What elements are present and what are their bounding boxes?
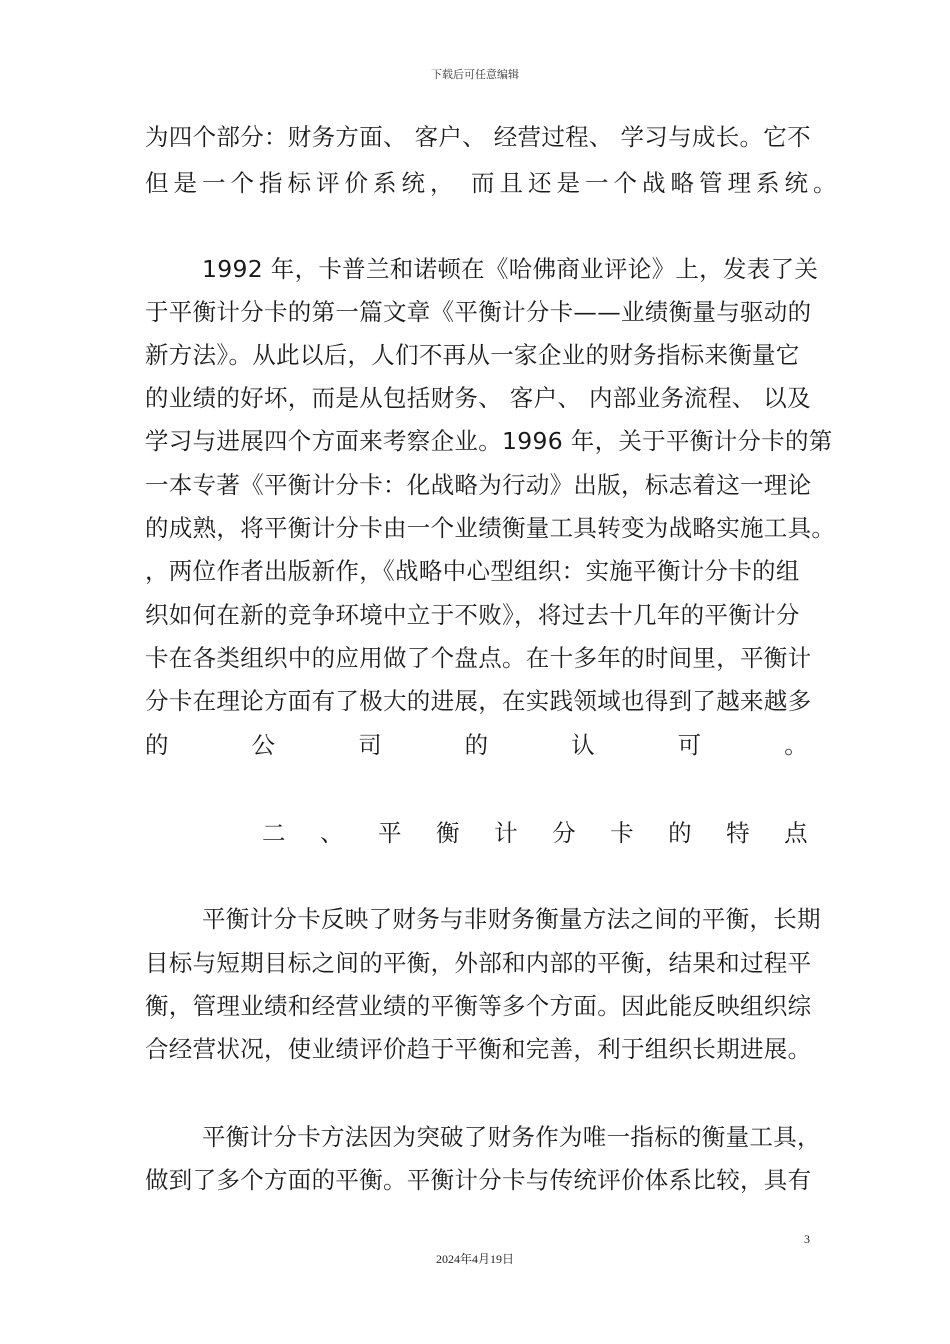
page-header: 下载后可任意编辑: [431, 68, 519, 81]
paragraph-first-line: 1992 年，卡普兰和诺顿在《哈佛商业评论》上，发表了关: [202, 255, 819, 283]
body-line: 做到了多个方面的平衡。平衡计分卡与传统评价体系比较，具有: [145, 1166, 812, 1194]
paragraph-first-line: 平衡计分卡方法因为突破了财务作为唯一指标的衡量工具，: [202, 1123, 821, 1151]
body-line: 于平衡计分卡的第一篇文章《平衡计分卡——业绩衡量与驱动的: [145, 298, 812, 326]
body-line: 卡在各类组织中的应用做了个盘点。在十多年的时间里，平衡计: [145, 644, 812, 672]
glyph: 、: [320, 819, 344, 847]
glyph: 计: [494, 819, 518, 847]
glyph: 认: [571, 731, 595, 759]
glyph: 公: [251, 731, 276, 759]
glyph: 的: [464, 731, 489, 759]
body-line: 新方法》。从此以后，人们不再从一家企业的财务指标来衡量它: [145, 341, 800, 369]
body-line: 分卡在理论方面有了极大的进展，在实践领域也得到了越来越多: [145, 687, 812, 715]
body-line: 织如何在新的竞争环境中立于不败》，将过去十几年的平衡计分: [145, 601, 800, 629]
glyph: 二: [262, 819, 286, 847]
body-line: 的业绩的好坏，而是从包括财务、 客户、 内部业务流程、 以及: [145, 384, 811, 412]
body-line: 但是一个指标评价系统， 而且还是一个战略管理系统。: [145, 169, 842, 197]
glyph: 平: [378, 819, 402, 847]
paragraph-first-line: 平衡计分卡反映了财务与非财务衡量方法之间的平衡，长期: [202, 905, 821, 933]
page-footer-date: 2024年4月19日: [435, 1252, 514, 1266]
body-line: 为四个部分：财务方面、 客户、 经营过程、 学习与成长。它不: [145, 123, 811, 151]
body-line: 合经营状况，使业绩评价趋于平衡和完善，利于组织长期进展。: [145, 1035, 812, 1063]
glyph: 特: [726, 819, 750, 847]
body-line: 衡，管理业绩和经营业绩的平衡等多个方面。因此能反映组织综: [145, 992, 812, 1020]
glyph: 卡: [610, 819, 634, 847]
glyph: 司: [358, 731, 382, 759]
section-heading: [262, 818, 808, 848]
glyph: 分: [552, 819, 576, 847]
body-line: 的成熟，将平衡计分卡由一个业绩衡量工具转变为战略实施工具。: [145, 514, 836, 542]
body-line: ，两位作者出版新作，《战略中心型组织：实施平衡计分卡的组: [145, 557, 800, 585]
body-line: 目标与短期目标之间的平衡，外部和内部的平衡，结果和过程平: [145, 949, 812, 977]
glyph: 衡: [436, 819, 460, 847]
glyph: 。: [784, 731, 808, 759]
glyph: 的: [145, 731, 169, 759]
glyph: 的: [668, 819, 692, 847]
glyph: 可: [677, 731, 702, 759]
glyph: 点: [784, 819, 808, 847]
justified-line: [145, 730, 808, 760]
page-number: 3: [804, 1232, 810, 1246]
body-line: 一本专著《平衡计分卡：化战略为行动》出版，标志着这一理论: [145, 471, 812, 499]
body-line: 学习与进展四个方面来考察企业。1996 年，关于平衡计分卡的第: [145, 427, 833, 455]
